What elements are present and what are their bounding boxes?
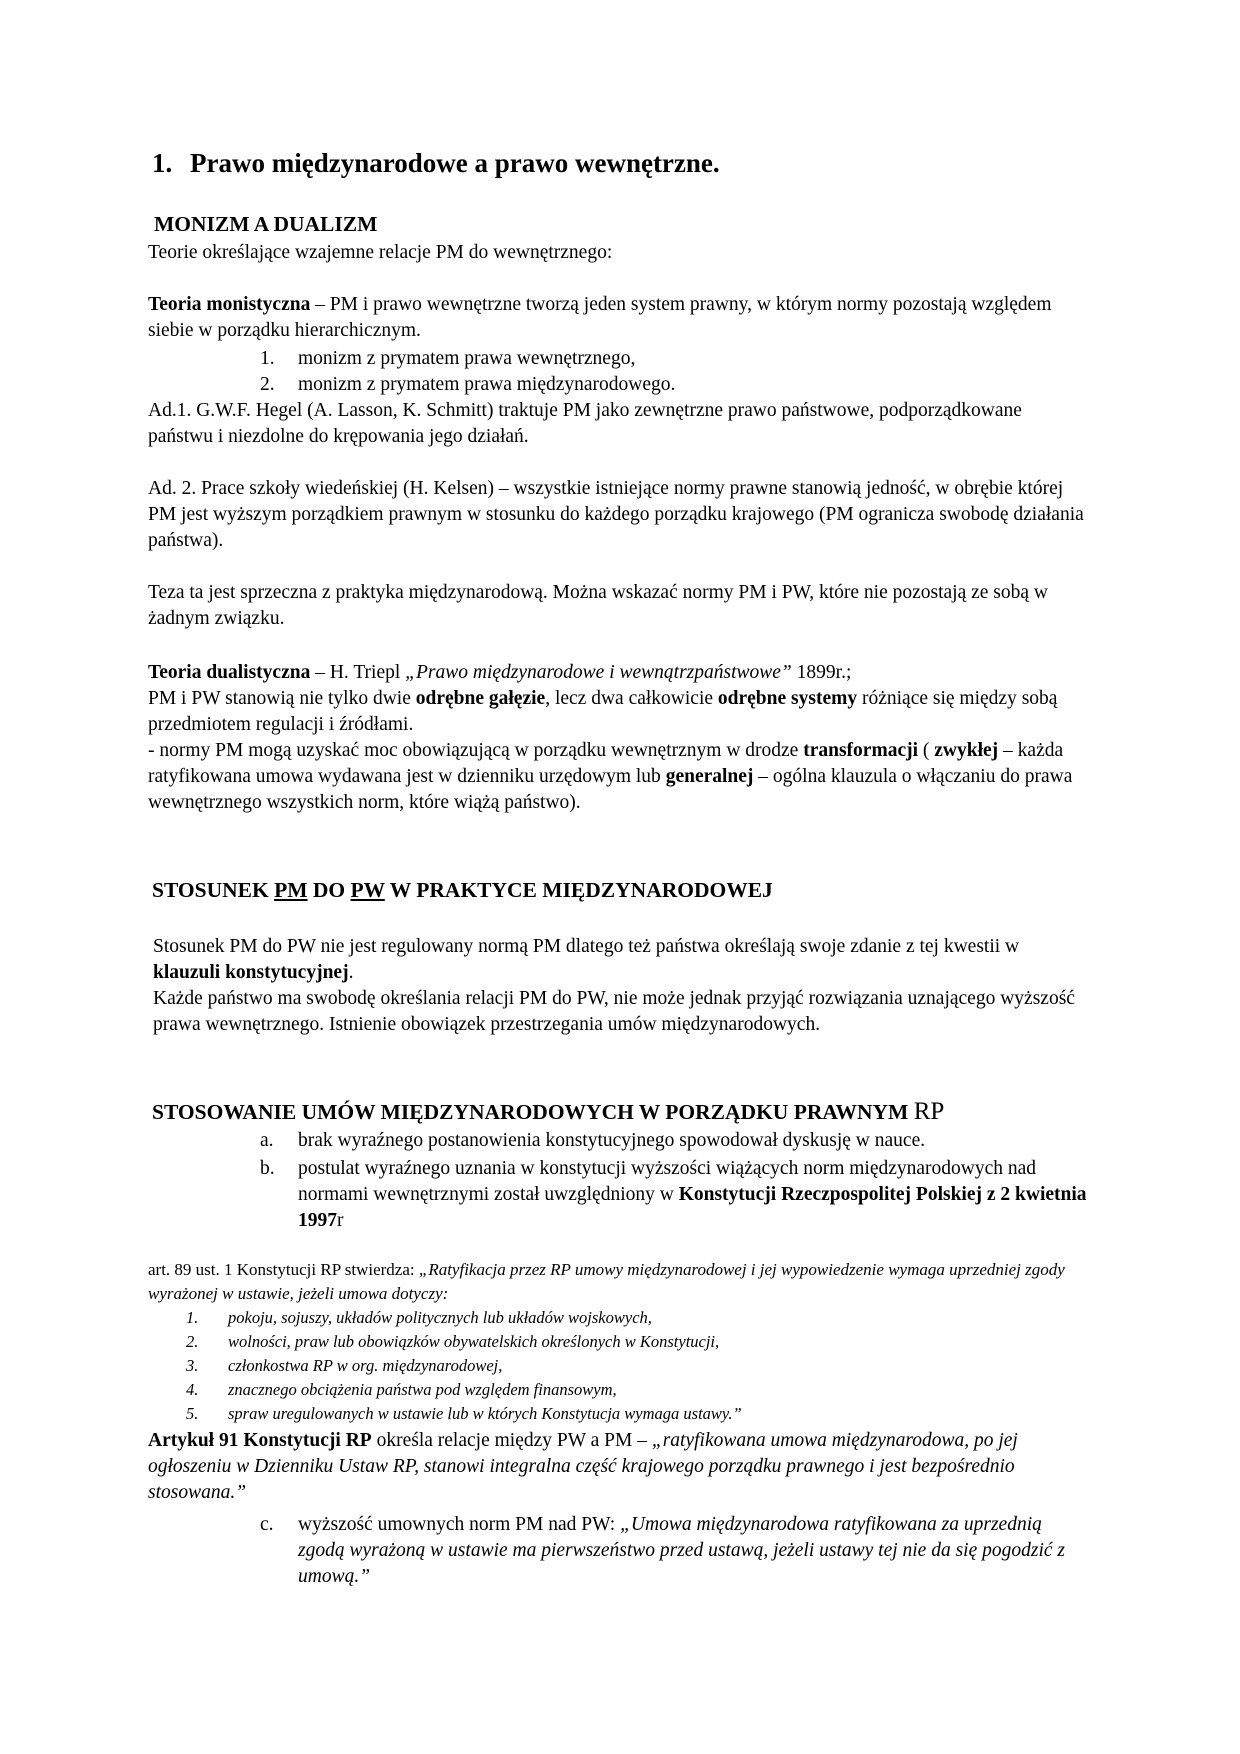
stosunek-paragraph-2: Każde państwo ma swobodę określania relacji PM do PW, nie może jednak przyjąć rozwiązania uznającego wyższość prawa wewnętrznego. Istnienie obowiązek przestrzegania umów międzynarodowych. xyxy=(153,988,1075,1035)
dualist-paragraph: Teoria dualistyczna – H. Triepl „Prawo międzynarodowe i wewnątrzpaństwowe” 1899r.; PM i PW stanowią nie tylko dwie odrębne gałęzie, lecz dwa całkowicie odrębne systemy różniące się między sobą przedmiotem regulacji i źródłami. - normy PM mogą uzyskać moc obowiązującą w porządku wewnętrznym w drodze transformacji ( zwykłej – każda ratyfikowana umowa wydawana jest w dzienniku urzędowym lub generalnej – ogólna klauzula o włączaniu do prawa wewnętrznego wszystkich norm, które wiążą państwo). xyxy=(148,662,1073,813)
section-heading-monizm: MONIZM A DUALIZM xyxy=(154,212,378,236)
art89-paragraph: art. 89 ust. 1 Konstytucji RP stwierdza: „Ratyfikacja przez RP umowy międzynarodowej i jej wypowiedzenie wymaga uprzedniej zgody wyrażonej w ustawie, jeżeli umowa dotyczy: xyxy=(148,1260,1065,1303)
intro-paragraph: Teorie określające wzajemne relacje PM do wewnętrznego: xyxy=(148,242,613,263)
section-heading-stosowanie: STOSOWANIE UMÓW MIĘDZYNARODOWYCH W PORZĄDKU PRAWNYM RP xyxy=(152,1098,945,1125)
monist-paragraph: Teoria monistyczna – PM i prawo wewnętrzne tworzą jeden system prawny, w którym normy pozostają względem siebie w porządku hierarchicznym. xyxy=(148,294,1052,341)
page-title: 1. Prawo międzynarodowe a prawo wewnętrzne. xyxy=(152,148,720,178)
art91-paragraph: Artykuł 91 Konstytucji RP określa relacje między PW a PM – „ratyfikowana umowa międzynarodowa, po jej ogłoszeniu w Dzienniku Ustaw RP, stanowi integralna część krajowego porządku prawnego i jest bezpośrednio stosowana.” xyxy=(148,1430,1018,1503)
ad1-paragraph: Ad.1. G.W.F. Hegel (A. Lasson, K. Schmitt) traktuje PM jako zewnętrzne prawo państwowe, podporządkowane państwu i niezdolne do krępowania jego działań. xyxy=(148,400,1022,447)
section-heading-stosunek: STOSUNEK PM DO PW W PRAKTYCE MIĘDZYNARODOWEJ xyxy=(152,878,773,902)
document-page: 1. Prawo międzynarodowe a prawo wewnętrzne. MONIZM A DUALIZM Teorie określające wzajemne relacje PM do wewnętrznego: Teoria monistyczna – PM i prawo wewnętrzne tworzą jeden system prawny, w którym normy pozostają względem siebie w porządku hierarchicznym. 1. monizm z prymatem prawa wewnętrznego, 2. monizm z prymatem prawa międzynarodowego. Ad.1. G.W.F. Hegel (A. Lasson, K. Schmitt) traktuje PM jako zewnętrzne prawo państwowe, podporządkowane państwu i niezdolne do krępowania jego działań. Ad. 2. Prace szkoły wiedeńskiej (H. Kelsen) – wszystkie istniejące normy prawne stanowią jedność, w obrębie której PM jest wyższym porządkiem prawnym w stosunku do każdego porządku krajowego (PM ogranicza swobodę działania państwa). Teza ta jest sprzeczna z praktyka międzynarodową. Można wskazać normy PM i PW, które nie pozostają ze sobą w żadnym związku. Teoria dualistyczna – H. Triepl „Prawo międzynarodowe i wewnątrzpaństwowe” 1899r.; PM i PW stanowią nie tylko dwie odrębne gałęzie, lecz dwa całkowicie odrębne systemy różniące się między sobą przedmiotem regulacji i źródłami. - normy PM mogą uzyskać moc obowiązującą w porządku wewnętrznym w drodze transformacji ( zwykłej – każda ratyfikowana umowa wydawana jest w dzienniku urzędowym lub generalnej – ogólna klauzula o włączaniu do prawa wewnętrznego wszystkich norm, które wiążą państwo). STOSUNEK PM DO PW W PRAKTYCE MIĘDZYNARODOWEJ Stosunek PM do PW nie jest regulowany normą PM dlatego też państwa określają swoje zdanie z tej kwestii w klauzuli konstytucyjnej. Każde państwo ma swobodę określania relacji PM do PW, nie może jednak przyjąć rozwiązania uznającego wyższość prawa wewnętrznego. Istnienie obowiązek przestrzegania umów międzynarodowych. STOSOWANIE UMÓW MIĘDZYNARODOWYCH W PORZĄDKU PRAWNYM RP a. brak wyraźnego postanowienia konstytucyjnego spowodował dyskusję w nauce. b. postulat wyraźnego uznania w konstytucji wyższości wiążących norm międzynarodowych nad normami wewnętrznymi został uwzględniony w Konstytucji Rzeczpospolitej Polskiej z 2 kwietnia 1997r art. 89 ust. 1 Konstytucji RP stwierdza: „Ratyfikacja przez RP umowy międzynarodowej i jej wypowiedzenie wymaga uprzedniej zgody wyrażonej w ustawie, jeżeli umowa dotyczy: 1. pokoju, sojuszy, układów politycznych lub układów wojskowych, 2. wolności, praw lub obowiązków obywatelskich określonych w Konstytucji, 3. członkostwa RP w org. międzynarodowej, 4. znacznego obciążenia państwa pod względem finansowym, 5. spraw uregulowanych w ustawie lub w których Konstytucja wymaga ustawy.” Artykuł 91 Konstytucji RP określa relacje między PW a PM – „ratyfikowana umowa międzynarodowa, po jej ogłoszeniu w Dzienniku Ustaw RP, stanowi integralna część krajowego porządku prawnego i jest bezpośrednio stosowana.” c. wyższość umownych norm PM nad PW: „Umowa międzynarodowa ratyfikowana za uprzednią zgodą wyrażoną w ustawie ma pierwszeństwo przed ustawą, jeżeli ustawy tej nie da się pogodzić z umową.” xyxy=(148,148,1087,1587)
thesis-paragraph: Teza ta jest sprzeczna z praktyka międzynarodową. Można wskazać normy PM i PW, które nie pozostają ze sobą w żadnym związku. xyxy=(148,582,1049,629)
ad2-paragraph: Ad. 2. Prace szkoły wiedeńskiej (H. Kelsen) – wszystkie istniejące normy prawne stanowią jedność, w obrębie której PM jest wyższym porządkiem prawnym w stosunku do każdego porządku krajowego (PM ogranicza swobodę działania państwa). xyxy=(148,478,1084,551)
stosunek-paragraph-1: Stosunek PM do PW nie jest regulowany normą PM dlatego też państwa określają swoje zdanie z tej kwestii w klauzuli konstytucyjnej. xyxy=(153,936,1020,983)
